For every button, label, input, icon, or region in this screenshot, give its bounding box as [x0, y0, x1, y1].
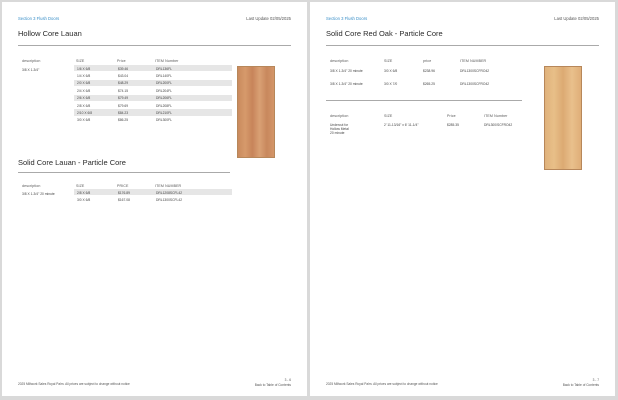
- col-header-item: ITEM NUMBER: [460, 59, 487, 63]
- table-row: [74, 72, 232, 78]
- col-header-size: SIZE: [384, 59, 393, 63]
- table-row: [74, 95, 232, 101]
- col-header-description: description: [330, 114, 349, 118]
- item-cell: DRL1300SCFRO42: [460, 68, 490, 73]
- price-cell: $79.69: [118, 103, 129, 108]
- table-row: [74, 196, 232, 202]
- table-row: [74, 87, 232, 93]
- desc-line: 20 minute: [330, 131, 345, 136]
- size-cell: 3/0 X 6/8: [77, 197, 91, 202]
- table-row: [74, 65, 232, 71]
- col-header-item: ITEM NUMBER: [155, 184, 182, 188]
- item-cell: DRL210FL: [156, 110, 172, 115]
- title-divider: [18, 45, 291, 46]
- size-cell: 3/0 X 7/0: [384, 81, 398, 86]
- item-cell: DRL1300SCFRO42: [460, 81, 490, 86]
- price-cell: $43.04: [118, 73, 129, 78]
- size-cell: 2/4 X 6/8: [77, 88, 91, 93]
- section-title-solid-core: Solid Core Lauan - Particle Core: [18, 158, 126, 167]
- row-description: 3/8 X 1-3/4": [22, 68, 40, 72]
- description-cell: 3/8 X 1-3/4" 20 minute: [330, 68, 363, 73]
- col-header-item: ITEM Number: [484, 114, 508, 118]
- item-cell: DRL1300SCFL42: [156, 197, 183, 202]
- page-number: 3 - 6: [284, 378, 291, 382]
- item-cell: DRL200FL: [156, 81, 172, 86]
- red-oak-door-image: [544, 66, 582, 170]
- size-cell: 2/8 X 6/8: [77, 190, 91, 195]
- section-link[interactable]: Section 3 Flush Doors: [18, 16, 60, 21]
- size-cell: 2/6 X 6/8: [77, 96, 91, 101]
- table-row: [74, 109, 232, 115]
- col-header-description: description: [22, 59, 41, 63]
- page-number: 3 - 7: [592, 378, 599, 382]
- table-row: [74, 80, 232, 86]
- footer-disclaimer: 2025 Millwork Sales Royal Palm. All prices are subject to change without notice: [326, 382, 438, 386]
- size-cell: 2/8 X 6/8: [77, 103, 91, 108]
- col-header-price: price: [423, 59, 432, 63]
- item-cell: DRL300FL: [156, 118, 172, 123]
- table-row: [328, 80, 528, 86]
- item-cell: DRL140FL: [156, 73, 172, 78]
- col-header-size: SIZE: [384, 114, 393, 118]
- col-header-size: SIZE: [76, 184, 85, 188]
- size-cell: 3/0 X 6/8: [77, 118, 91, 123]
- col-header-size: SIZE: [76, 59, 85, 63]
- size-cell: 2/10 X 6/8: [77, 110, 93, 115]
- footer-disclaimer: 2025 Millwork Sales Royal Palm. All prices are subject to change without notice: [18, 382, 130, 386]
- price-cell: $48.29: [118, 81, 129, 86]
- desc-line: Hollow Metal: [330, 127, 349, 132]
- page-title: Hollow Core Lauan: [18, 29, 82, 38]
- col-header-item: ITEM Number: [155, 59, 179, 63]
- lauan-door-image: [237, 66, 275, 158]
- item-cell: DRL208FL: [156, 103, 172, 108]
- last-update: Last Update 02/05/2025: [554, 16, 599, 21]
- price-cell: $39.46: [118, 66, 129, 71]
- back-to-toc-link[interactable]: Back to Table of Contents: [562, 383, 599, 387]
- col-header-price: PRICE: [117, 184, 129, 188]
- price-cell: $84.23: [118, 110, 129, 115]
- page-right: [310, 2, 615, 396]
- back-to-toc-link[interactable]: Back to Table of Contents: [254, 383, 291, 387]
- undercut-item: DRL300/SCFRO42: [484, 123, 513, 127]
- size-cell: 3/0 X 6/8: [384, 68, 398, 73]
- section-link[interactable]: Section 3 Flush Doors: [326, 16, 368, 21]
- col-header-price: Price: [447, 114, 456, 118]
- page-left: [2, 2, 307, 396]
- size-cell: 1/4 X 6/8: [77, 73, 91, 78]
- title-divider: [326, 45, 599, 46]
- undercut-size: 2' 11-13/16" x 6' 11-1/4": [384, 123, 419, 127]
- last-update: Last Update 02/05/2025: [246, 16, 291, 21]
- page-title: Solid Core Red Oak - Particle Core: [326, 29, 443, 38]
- item-cell: DRL136FL: [156, 66, 172, 71]
- price-cell: $79.49: [118, 96, 129, 101]
- section-divider: [18, 172, 230, 173]
- table-row: [328, 67, 528, 73]
- desc-line: Undercut for: [330, 123, 349, 127]
- item-cell: DRL206FL: [156, 96, 172, 101]
- price-cell: $176.89: [118, 190, 130, 195]
- table-row: [74, 117, 232, 123]
- row-description: 3/8 X 1-3/4" 20 minute: [22, 192, 55, 196]
- price-cell: $265.25: [423, 81, 435, 86]
- size-cell: 1/6 X 6/8: [77, 66, 91, 71]
- price-cell: $167.08: [118, 197, 130, 202]
- description-cell: 3/8 X 1-3/4" 20 minute: [330, 81, 363, 86]
- col-header-description: description: [330, 59, 349, 63]
- item-cell: DRL204FL: [156, 88, 172, 93]
- price-cell: $74.15: [118, 88, 129, 93]
- table-row: [74, 189, 232, 195]
- col-header-price: Price: [117, 59, 126, 63]
- col-header-description: description: [22, 184, 41, 188]
- table-row: [74, 102, 232, 108]
- undercut-description: [330, 123, 349, 136]
- table-divider: [326, 100, 522, 101]
- price-cell: $86.25: [118, 118, 129, 123]
- price-cell: $238.96: [423, 68, 435, 73]
- size-cell: 2/0 X 6/8: [77, 81, 91, 86]
- undercut-price: $285.35: [447, 123, 459, 127]
- item-cell: DRL1208SCFL42: [156, 190, 183, 195]
